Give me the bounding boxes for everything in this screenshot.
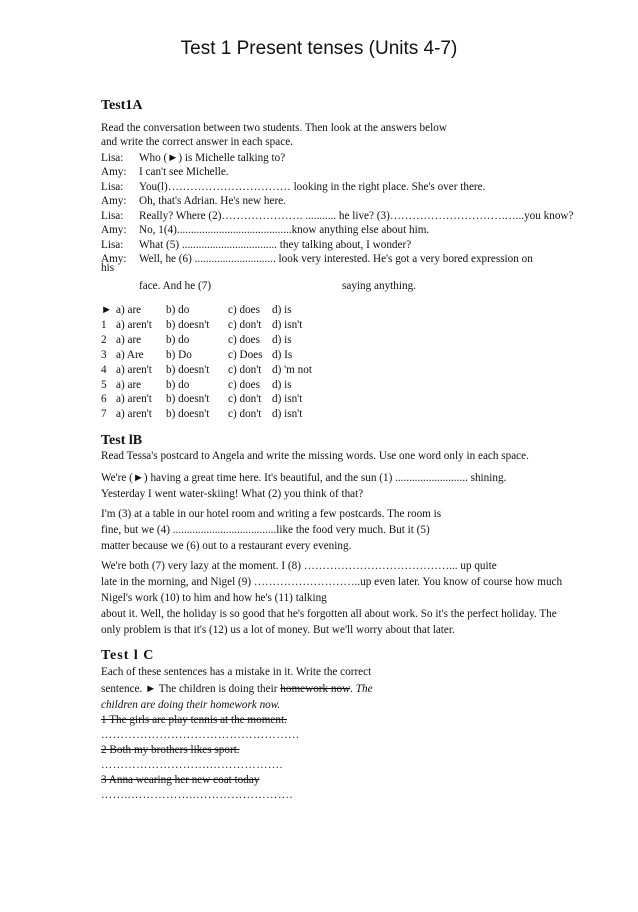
postcard-p2-line2: fine, but we (4) .....................................like the food very much. But it (5)	[101, 524, 430, 536]
option-choice: b) doesn't	[166, 318, 210, 331]
option-choice: c) does	[228, 333, 260, 346]
dialogue-speaker: Amy:	[101, 195, 127, 207]
option-choice: a) are	[116, 304, 142, 316]
option-choice: a) aren't	[116, 318, 152, 331]
option-choice: d) isn't	[272, 408, 303, 421]
test1c-instruction-line1: Each of these sentences has a mistake in it. Write the correct	[101, 666, 372, 678]
option-choice: b) Do	[166, 348, 192, 361]
option-choice: a) Are	[116, 348, 144, 361]
option-number: 3	[101, 348, 107, 361]
dialogue-wrap-saying: saying anything.	[342, 280, 416, 292]
postcard-p3-line1: We're both (7) very lazy at the moment. I (8) …………………………………... up quite	[101, 560, 497, 572]
option-choice: a) are	[116, 333, 142, 346]
postcard-p1-line2: Yesterday I went water-skiing! What (2) you think of that?	[101, 488, 364, 500]
dialogue-line: No, 1(4).........................................know anything else about him.	[139, 224, 430, 236]
dialogue-speaker: Lisa:	[101, 210, 124, 222]
dialogue-speaker: Amy:	[101, 166, 127, 178]
postcard-p3-line2: late in the morning, and Nigel (9) ………………………..up even later. You know of course how much	[101, 576, 563, 588]
test1a-instruction-line2: and write the correct answer in each space.	[101, 136, 293, 148]
option-choice: d) isn't	[272, 393, 303, 406]
option-number: 7	[101, 408, 107, 421]
option-choice: d) isn't	[272, 318, 303, 331]
item-2-sentence: 2 Both my brothers likes sport.	[101, 744, 240, 756]
test1b-heading: Test lB	[101, 433, 143, 448]
option-choice: b) do	[166, 333, 190, 346]
option-choice: a) aren't	[116, 408, 152, 421]
option-number: 5	[101, 378, 107, 391]
dialogue-wrap-face: face. And he (7)	[139, 280, 212, 292]
test1b-instruction: Read Tessa's postcard to Angela and write the missing words. Use one word only in each space.	[101, 450, 529, 462]
option-choice: c) Does	[228, 348, 263, 361]
dialogue-line: What (5) .................................. they talking about, I wonder?	[139, 239, 412, 251]
example-struck-text: homework now	[280, 683, 351, 695]
option-number: 6	[101, 393, 107, 406]
option-number: 2	[101, 333, 107, 346]
example-sentence: sentence. ► The children is doing their	[101, 683, 281, 695]
option-choice: c) does	[228, 304, 260, 316]
dialogue-wrap-his: his	[101, 262, 115, 274]
item-1-sentence: 1 The girls are play tennis at the moment.	[101, 714, 287, 726]
option-choice: d) is	[272, 378, 292, 391]
dialogue-speaker: Lisa:	[101, 152, 124, 164]
option-number: ►	[101, 304, 113, 316]
example-correct-sentence: children are doing their homework now.	[101, 699, 281, 711]
dialogue-speaker: Amy:	[101, 224, 127, 236]
option-choice: c) don't	[228, 318, 262, 331]
option-choice: b) do	[166, 304, 190, 316]
postcard-p3-line5: only problem is that it's (12) us a lot of money. But we'll worry about that later.	[101, 624, 455, 636]
option-choice: b) doesn't	[166, 393, 210, 406]
option-choice: c) don't	[228, 408, 262, 421]
option-number: 4	[101, 363, 107, 376]
dialogue-line: Really? Where (2)…………………. ........... he live? (3)………………………….…...you know?	[139, 210, 574, 222]
option-choice: a) aren't	[116, 393, 152, 406]
option-choice: b) do	[166, 378, 190, 391]
test1a-instruction-line1: Read the conversation between two students. Then look at the answers below	[101, 122, 447, 134]
page-title: Test 1 Present tenses (Units 4-7)	[180, 38, 458, 59]
test1a-heading: Test1A	[101, 98, 143, 113]
item-3-answer-line: ……..……………..…………………….	[101, 789, 293, 801]
dialogue-speaker: Lisa:	[101, 239, 124, 251]
postcard-p2-line1: I'm (3) at a table in our hotel room and writing a few postcards. The room is	[101, 508, 442, 520]
option-choice: a) are	[116, 378, 142, 391]
postcard-p1-line1: We're (►) having a great time here. It's beautiful, and the sun (1) .......................... shining.	[101, 472, 507, 484]
dialogue-line: Who (►) is Michelle talking to?	[139, 152, 286, 164]
option-choice: d) Is	[272, 348, 293, 361]
item-1-answer-line: ……………………………………………	[101, 729, 300, 741]
option-choice: c) does	[228, 378, 260, 391]
dialogue-line: Well, he (6) ............................. look very interested. He's got a very bored expression on	[139, 253, 533, 265]
option-choice: c) don't	[228, 363, 262, 376]
option-choice: c) don't	[228, 393, 262, 406]
example-ending: . The	[350, 683, 373, 695]
dialogue-speaker: Lisa:	[101, 181, 124, 193]
option-choice: b) doesn't	[166, 408, 210, 421]
option-choice: d) 'm not	[272, 363, 312, 376]
dialogue-line: Oh, that's Adrian. He's new here.	[139, 195, 286, 207]
option-choice: a) aren't	[116, 363, 152, 376]
postcard-p3-line4: about it. Well, the holiday is so good that he's forgotten all about work. So it's the perfect holiday. The	[101, 608, 557, 620]
dialogue-speaker: Amy:	[101, 253, 127, 265]
postcard-p2-line3: matter because we (6) out to a restaurant every evening.	[101, 540, 352, 552]
dialogue-line: I can't see Michelle.	[139, 166, 229, 178]
item-2-answer-line: ……………………….……………….	[101, 759, 283, 771]
item-3-sentence: 3 Anna wearing her new coat today	[101, 774, 260, 786]
test1c-instruction-line2	[101, 683, 373, 697]
test1c-heading: Test l C	[101, 648, 155, 663]
dialogue-line: You(l)…………………………… looking in the right place. She's over there.	[139, 181, 486, 193]
option-number: 1	[101, 318, 107, 331]
postcard-p3-line3: Nigel's work (10) to him and how he's (11) talking	[101, 592, 327, 604]
option-choice: d) is	[272, 304, 292, 316]
option-choice: b) doesn't	[166, 363, 210, 376]
option-choice: d) is	[272, 333, 292, 346]
